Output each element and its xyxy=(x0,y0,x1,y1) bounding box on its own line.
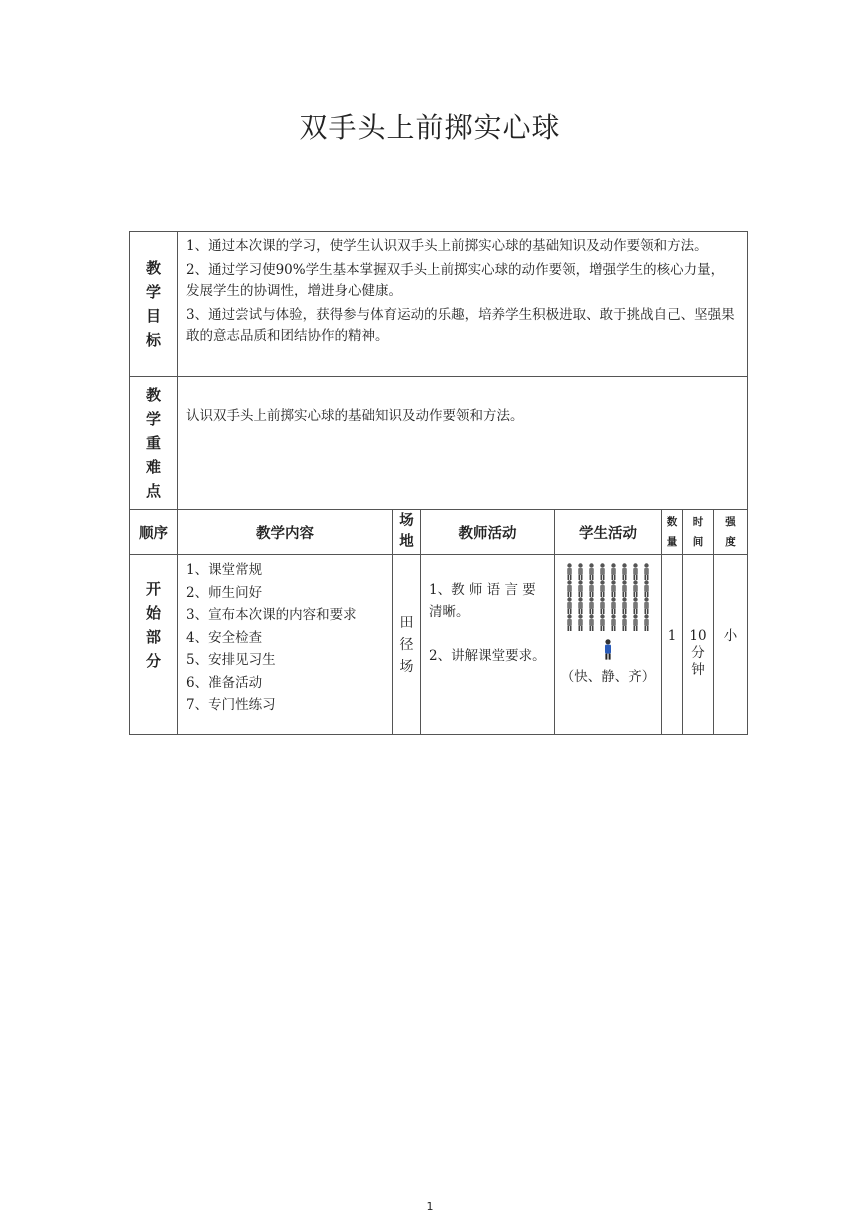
list-item: 1、课堂常规 xyxy=(186,562,263,578)
formation-diagram xyxy=(563,563,653,661)
key-points-text: 认识双手头上前掷实心球的基础知识及动作要领和方法。 xyxy=(178,377,748,510)
key-points-row xyxy=(130,377,748,510)
header-intensity: 强 度 xyxy=(714,510,748,555)
teacher-item: 1、教 师 语 言 要清晰。 xyxy=(429,582,536,620)
header-teacher: 教师活动 xyxy=(421,510,555,555)
goals-label: 教 学 目 标 xyxy=(130,232,178,377)
goal-item: 1、通过本次课的学习，使学生认识双手头上前掷实心球的基础知识及动作要领和方法。 xyxy=(186,238,708,254)
list-item: 3、宣布本次课的内容和要求 xyxy=(186,607,357,623)
header-time: 时 间 xyxy=(683,510,714,555)
page-title: 双手头上前掷实心球 xyxy=(299,111,561,144)
student-caption: （快、静、齐） xyxy=(560,669,656,685)
header-row xyxy=(130,510,748,555)
opening-venue: 田 径 场 xyxy=(393,555,421,735)
header-venue: 场 地 xyxy=(393,510,421,555)
goal-item: 3、通过尝试与体验，获得参与体育运动的乐趣，培养学生积极进取、敢于挑战自己、坚强果敢的意志品质和团结协作的精神。 xyxy=(186,307,735,344)
teacher-figure xyxy=(605,639,611,659)
student-formation xyxy=(567,563,649,631)
opening-row xyxy=(130,555,748,735)
opening-intensity: 小 xyxy=(714,555,748,735)
goal-item: 2、通过学习使90%学生基本掌握双手头上前掷实心球的动作要领，增强学生的核心力量，发展学生的协调性，增进身心健康。 xyxy=(186,262,725,299)
list-item: 5、安排见习生 xyxy=(186,652,276,668)
opening-time: 10 分 钟 xyxy=(683,555,714,735)
header-student: 学生活动 xyxy=(555,510,662,555)
opening-teacher xyxy=(421,555,555,735)
header-quantity: 数 量 xyxy=(662,510,683,555)
lesson-plan-table xyxy=(129,231,748,735)
list-item: 4、安全检查 xyxy=(186,629,263,646)
page-number: 1 xyxy=(426,1200,434,1213)
key-points-label: 教 学 重 难 点 xyxy=(130,377,178,510)
header-order: 顺序 xyxy=(130,510,178,555)
list-item: 7、专门性练习 xyxy=(186,697,276,713)
opening-quantity: 1 xyxy=(662,555,683,735)
goals-row xyxy=(130,232,748,377)
list-item: 2、师生问好 xyxy=(186,584,263,601)
opening-student xyxy=(555,555,662,735)
header-content: 教学内容 xyxy=(178,510,393,555)
opening-label: 开 始 部 分 xyxy=(130,555,178,735)
list-item: 6、准备活动 xyxy=(186,674,263,691)
opening-content xyxy=(178,555,393,735)
teacher-item: 2、讲解课堂要求。 xyxy=(429,648,546,664)
goals-text xyxy=(178,232,748,377)
